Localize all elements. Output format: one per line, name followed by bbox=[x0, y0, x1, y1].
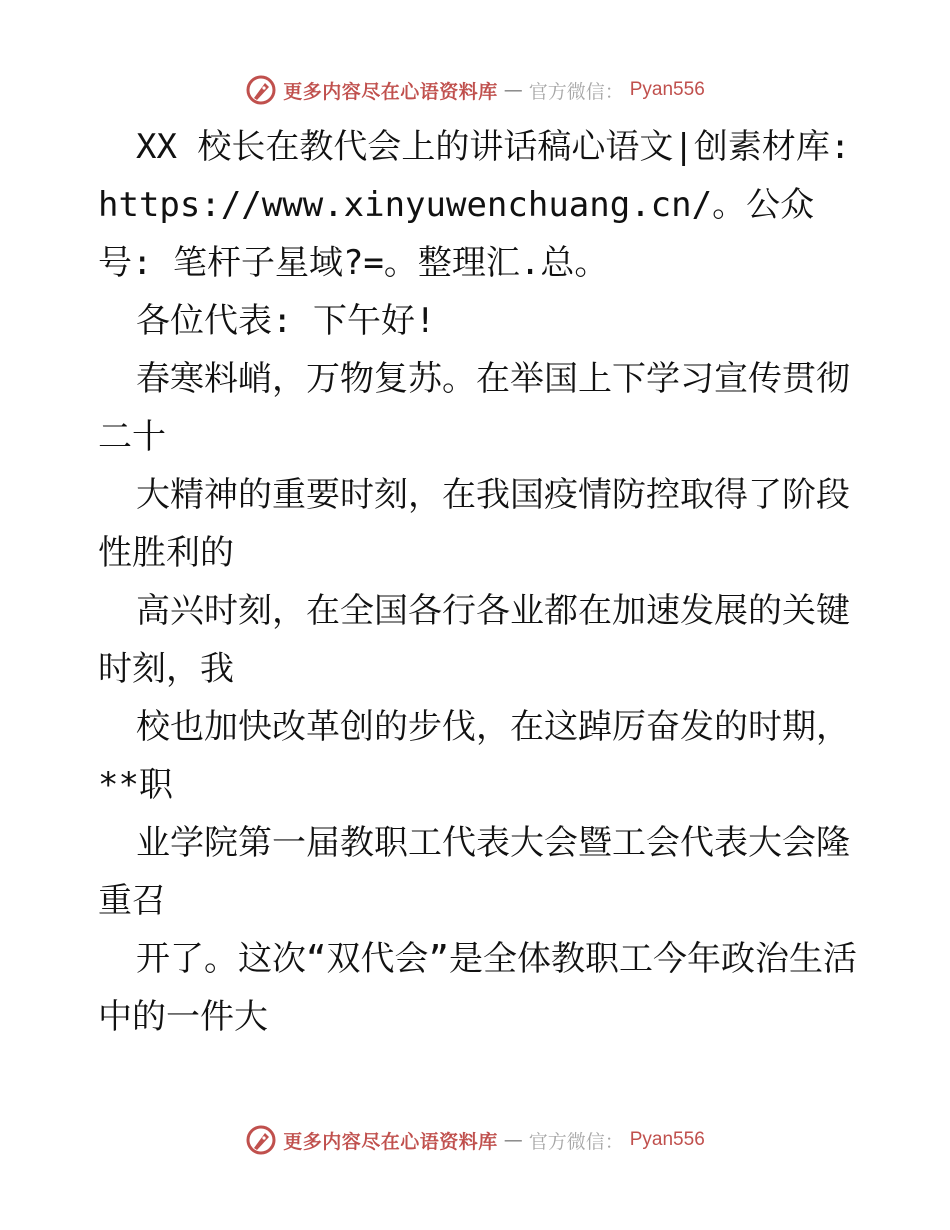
banner-wechat-label: 官方微信： bbox=[528, 80, 624, 103]
banner-title: 更多内容尽在心语资料库 bbox=[283, 80, 498, 103]
pen-nib-circle-icon bbox=[245, 74, 277, 106]
header-banner bbox=[0, 70, 950, 110]
banner-wechat-id: Pyan556 bbox=[629, 1129, 705, 1150]
paragraph: 业学院第一届教职工代表大会暨工会代表大会隆重召 bbox=[98, 823, 850, 921]
banner-wechat-id: Pyan556 bbox=[629, 79, 705, 100]
paragraph: 春寒料峭，万物复苏。在举国上下学习宣传贯彻二十 bbox=[98, 359, 850, 457]
pen-nib-circle-icon bbox=[245, 1124, 277, 1156]
document-body bbox=[98, 118, 871, 1046]
paragraph: 各位代表: 下午好! bbox=[136, 301, 436, 341]
banner-dash: — bbox=[503, 1129, 523, 1151]
paragraph: XX 校长在教代会上的讲话稿心语文|创素材库: https://www.xinyuwenchuang.cn/。公众号: 笔杆子星域?=。整理汇.总。 bbox=[98, 127, 871, 283]
banner-dash: — bbox=[503, 79, 523, 101]
paragraph: 大精神的重要时刻，在我国疫情防控取得了阶段性胜利的 bbox=[98, 475, 850, 573]
paragraph: 开了。这次“双代会”是全体教职工今年政治生活中的一件大 bbox=[98, 939, 857, 1037]
paragraph: 校也加快改革创的步伐，在这踔厉奋发的时期，**职 bbox=[98, 707, 850, 805]
footer-banner bbox=[0, 1120, 950, 1160]
paragraph: 高兴时刻，在全国各行各业都在加速发展的关键时刻，我 bbox=[98, 591, 850, 689]
banner-wechat-label: 官方微信： bbox=[528, 1130, 624, 1153]
banner-title: 更多内容尽在心语资料库 bbox=[283, 1130, 498, 1153]
